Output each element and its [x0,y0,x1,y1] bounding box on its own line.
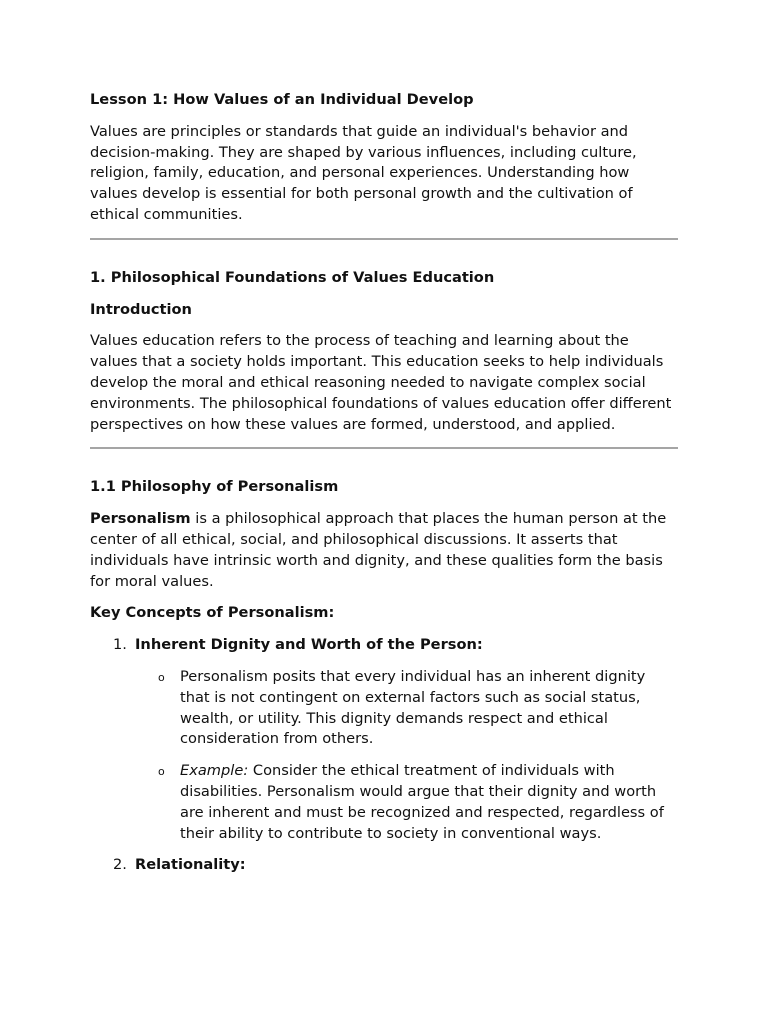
list-item [135,761,678,844]
lesson-title: Lesson 1: How Values of an Individual Develop [90,91,474,108]
list-number: 1. [113,636,127,654]
section-divider [90,238,678,240]
personalism-definition [90,509,678,592]
concept-points [135,667,678,844]
section-1-1-title: 1.1 Philosophy of Personalism [90,478,339,496]
section-1-title: 1. Philosophical Foundations of Values Education [90,268,495,286]
circle-bullet-icon: o [158,765,165,779]
list-item [90,855,678,876]
list-item [135,667,678,750]
document-page [90,90,678,876]
section-divider [90,447,678,449]
circle-bullet-icon: o [158,670,165,684]
key-concepts-heading: Key Concepts of Personalism: [90,604,335,622]
personalism-definition-text: is a philosophical approach that places the human person at the center of all ethical, social, and philosophical discussions. It asserts that individuals have intrinsic worth and dignity, and these qualities form the basis for moral values. [90,510,667,590]
point-text: Consider the ethical treatment of individuals with disabilities. Personalism would argue that their dignity and worth are inherent and must be recognized and respected, regardless of their ability to contribute to society in conventional ways. [180,762,664,842]
point-text: Personalism posits that every individual has an inherent dignity that is not contingent on external factors such as social status, wealth, or utility. This dignity demands respect and ethical consideration from others. [180,667,646,748]
introduction-heading: Introduction [90,300,192,318]
concept-title: Relationality: [135,856,246,874]
section-1-body: Values education refers to the process of teaching and learning about the values that a society holds important. This education seeks to help individuals develop the moral and ethical reasoning needed to navigate complex social environments. The philosophical foundations of values education offer different perspectives on how these values are formed, understood, and applied. [90,332,672,433]
personalism-term: Personalism [90,510,191,528]
concept-title: Inherent Dignity and Worth of the Person: [135,636,483,654]
list-number: 2. [113,856,127,874]
lesson-intro: Values are principles or standards that guide an individual's behavior and decision-making. They are shaped by various influences, including culture, religion, family, education, and personal experiences. Understanding how values develop is essential for both personal growth and the cultivation of ethical communities. [90,122,637,223]
example-label: Example: [180,762,249,780]
list-item [90,635,678,844]
key-concepts-list [90,635,678,876]
